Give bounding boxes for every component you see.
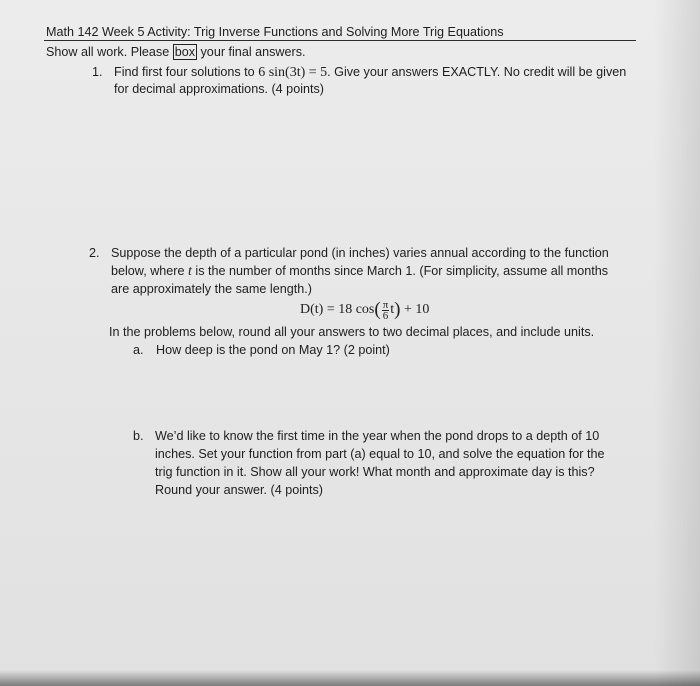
- q2-line3: are approximately the same length.): [111, 282, 312, 296]
- formula-right: + 10: [404, 302, 430, 318]
- page-shadow-right: [654, 0, 700, 686]
- q2-number: 2.: [89, 246, 100, 260]
- pi-over-6-fraction: [382, 300, 390, 321]
- fraction-denominator: 6: [382, 309, 389, 322]
- rounding-instructions: In the problems below, round all your answers to two decimal places, and include units.: [109, 325, 595, 339]
- paren-open: (: [374, 299, 381, 320]
- part-b-line3: trig function in it. Show all your work! What month and approximate day is this?: [155, 465, 595, 479]
- q1-text: Find first four solutions to: [114, 65, 259, 79]
- q1-text-end: . Give your answers EXACTLY. No credit will be given: [327, 65, 627, 79]
- q2-line2: [111, 263, 608, 280]
- part-b-line4: Round your answer. (4 points): [155, 483, 324, 497]
- depth-formula: [300, 297, 429, 323]
- formula-left: D(t) = 18 cos: [300, 302, 375, 318]
- part-b-line1: We’d like to know the first time in the year when the pond drops to a depth of 10: [155, 429, 600, 443]
- worksheet-title: Math 142 Week 5 Activity: Trig Inverse Functions and Solving More Trig Equations: [46, 25, 504, 39]
- q1-line1: [114, 64, 626, 81]
- part-b-label: b.: [133, 429, 144, 443]
- title-underline: [44, 40, 636, 41]
- q2-text: below, where: [111, 264, 189, 278]
- part-a-label: a.: [133, 343, 144, 357]
- part-a-text: How deep is the pond on May 1? (2 point): [156, 343, 390, 357]
- instructions-text-end: your final answers.: [197, 45, 306, 59]
- fraction-numerator: π: [382, 298, 389, 311]
- q1-line2: for decimal approximations. (4 points): [114, 82, 324, 96]
- q2-variable-t: t: [188, 264, 192, 279]
- q1-number: 1.: [92, 65, 103, 79]
- q2-line1: Suppose the depth of a particular pond (in inches) varies annual according to the function: [111, 246, 609, 260]
- formula-t: t: [390, 302, 395, 318]
- paren-close: ): [394, 299, 401, 320]
- q2-text-end: is the number of months since March 1. (For simplicity, assume all months: [191, 264, 609, 278]
- q1-equation: 6 sin(3t) = 5: [258, 65, 328, 80]
- instructions-line: [46, 44, 306, 61]
- boxed-word: box: [174, 45, 196, 59]
- part-b-line2: inches. Set your function from part (a) equal to 10, and solve the equation for the: [155, 447, 605, 461]
- instructions-text: Show all work. Please: [46, 45, 173, 59]
- page-shadow-bottom: [0, 670, 700, 686]
